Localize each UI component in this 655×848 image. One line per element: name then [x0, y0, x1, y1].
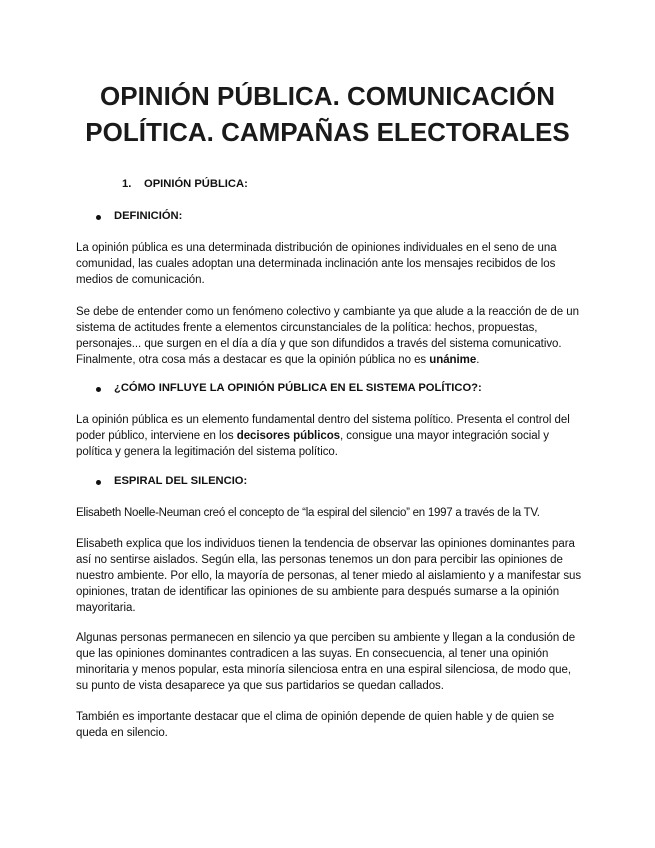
- bullet-heading-label: DEFINICIÓN:: [114, 210, 183, 222]
- bold-term-decisores: decisores públicos: [236, 430, 341, 442]
- section-number: 1.: [122, 178, 132, 190]
- paragraph-minoria-silenciosa: Algunas personas permanecen en silencio ya que perciben su ambiente y llegan a la condusión de que las opiniones dominantes contradicen a las suyas. En consecuencia, al tener una opinión minoritaria y menos popular, esta minoría silenciosa entra en una espiral silenciosa, de modo que, su punto de vista desaparece ya que sus partidarios se quedan callados.: [76, 632, 576, 692]
- bullet-icon: [96, 215, 101, 220]
- bullet-icon: [96, 480, 101, 485]
- bold-term-unanime: unánime: [429, 354, 477, 366]
- page-title: [40, 78, 615, 150]
- title-line-1: OPINIÓN PÚBLICA. COMUNICACIÓN: [100, 81, 555, 111]
- bullet-heading-label: ESPIRAL DEL SILENCIO:: [114, 475, 248, 487]
- section-heading-opinion-publica: [122, 178, 248, 190]
- title-line-2: POLÍTICA. CAMPAÑAS ELECTORALES: [85, 117, 570, 147]
- paragraph-fenomeno-colectivo: [76, 304, 586, 368]
- paragraph-influencia: [76, 412, 586, 460]
- bullet-icon: [96, 387, 101, 392]
- paragraph-end: .: [476, 354, 480, 366]
- paragraph-text: Se debe de entender como un fenómeno colectivo y cambiante ya que alude a la reacción de de un sistema de actitudes frente a elementos circunstanciales de la política: hechos, propuestas, personajes... que surgen en el día a día y que son difundidos a través del sistema comunicativo. Finalmente, otra cosa más a destacar es que la opinión pública no es: [76, 306, 579, 366]
- section-label: OPINIÓN PÚBLICA:: [144, 178, 248, 190]
- bullet-heading-espiral: [96, 475, 247, 487]
- paragraph-text: La opinión pública es un elemento fundamental dentro del sistema político. Presenta el control del poder público, interviene en los: [76, 414, 570, 442]
- paragraph-definicion: La opinión pública es una determinada distribución de opiniones individuales en el seno de una comunidad, las cuales adoptan una determinada inclinación ante los mensajes recibidos de los medios de comunicación.: [76, 242, 557, 286]
- bullet-heading-definicion: [96, 210, 182, 222]
- paragraph-noelle-neuman: Elisabeth Noelle-Neuman creó el concepto de “la espiral del silencio” en 1997 a través de la TV.: [76, 507, 540, 519]
- paragraph-text-end: , consigue una mayor integración social y política y genera la legitimación del sistema político.: [76, 430, 549, 458]
- paragraph-clima-opinion: También es importante destacar que el clima de opinión depende de quien hable y de quien se queda en silencio.: [76, 711, 555, 739]
- paragraph-elisabeth-explica: Elisabeth explica que los individuos tienen la tendencia de observar las opiniones dominantes para así no sentirse aislados. Según ella, las personas tenemos un don para percibir las opiniones de nuestro ambiente. Por ello, la mayoría de personas, al tener miedo al aislamiento y a manifestar sus opiniones, tratan de identificar las opiniones de su ambiente para después sumarse a la opinión mayoritaria.: [76, 538, 582, 614]
- bullet-heading-label: ¿CÓMO INFLUYE LA OPINIÓN PÚBLICA EN EL SISTEMA POLÍTICO?:: [114, 382, 482, 394]
- bullet-heading-como-influye: [96, 382, 482, 394]
